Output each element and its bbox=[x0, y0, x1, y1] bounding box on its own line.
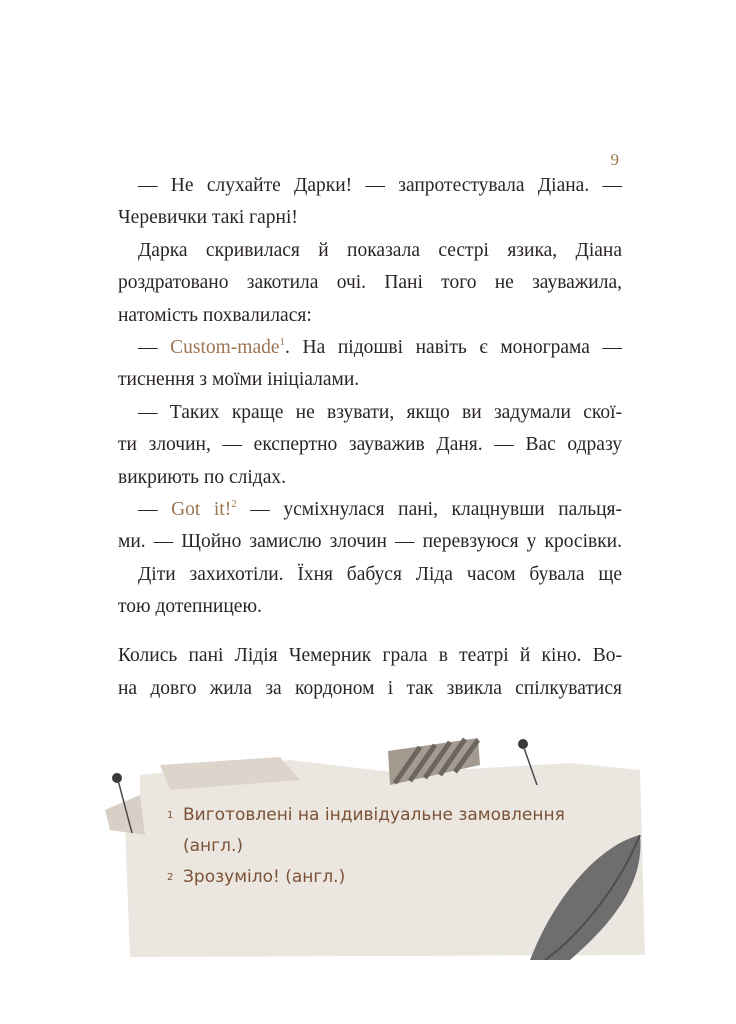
footnote-text bbox=[183, 800, 565, 862]
text-line bbox=[118, 170, 622, 202]
text-segment: — Не слухайте Дарки! — запротестувала Діана. — bbox=[138, 175, 622, 196]
text-line bbox=[118, 300, 622, 332]
text-segment: Черевички такі гарні! bbox=[118, 207, 298, 229]
text-line bbox=[118, 429, 622, 461]
text-segment: — bbox=[138, 498, 172, 520]
footnotes bbox=[167, 800, 565, 893]
text-line bbox=[118, 640, 622, 672]
footnote-marker: 2 bbox=[231, 497, 237, 510]
footnote-line: Зрозуміло! (англ.) bbox=[183, 867, 346, 887]
text-line bbox=[118, 462, 622, 494]
text-segment: ти злочин, — експертно зауважив Даня. — Вас одразу bbox=[118, 434, 622, 456]
text-line bbox=[118, 332, 622, 364]
text-segment: — усміхнулася пані, клацнувши пальця- bbox=[236, 498, 622, 520]
foreign-phrase: Custom-made bbox=[170, 336, 280, 358]
text-line bbox=[118, 202, 622, 234]
text-line bbox=[118, 591, 622, 623]
text-segment: натомість похвалилася: bbox=[118, 304, 312, 326]
text-segment: тиснення з моїми ініціалами. bbox=[118, 369, 360, 391]
footnote-line: Виготовлені на індивідуальне замовлення bbox=[183, 805, 565, 825]
text-line bbox=[118, 494, 622, 526]
foreign-phrase: Got it! bbox=[171, 498, 232, 520]
page-number: 9 bbox=[610, 150, 619, 169]
text-segment: — Таких краще не взувати, якщо ви задумали скої- bbox=[138, 401, 622, 423]
footnote-marker: 1 bbox=[279, 335, 286, 348]
footnote-line: (англ.) bbox=[183, 836, 243, 856]
footnote-number: 2 bbox=[167, 872, 174, 883]
paragraph-gap bbox=[118, 623, 622, 640]
text-line bbox=[118, 235, 622, 267]
text-segment: . На підошві навіть є монограма — bbox=[285, 336, 622, 358]
body-text bbox=[118, 170, 622, 705]
text-segment: Діти захихотіли. Їхня бабуся Ліда часом бувала ще bbox=[138, 563, 622, 585]
text-line bbox=[118, 526, 622, 558]
footnote-text bbox=[183, 862, 345, 893]
footnote bbox=[167, 862, 565, 893]
text-segment: ми. — Щойно замислю злочин — перевзуюся у кросівки. bbox=[118, 531, 622, 553]
footnote-number: 1 bbox=[167, 810, 174, 821]
text-line bbox=[118, 559, 622, 591]
text-line bbox=[118, 364, 622, 396]
text-segment: Колись пані Лідія Чемерник грала в театрі й кіно. Во- bbox=[118, 645, 622, 667]
text-segment: Дарка скривилася й показала сестрі язика, Діана bbox=[138, 239, 622, 261]
text-line bbox=[118, 397, 622, 429]
footnote bbox=[167, 800, 565, 862]
text-line bbox=[118, 267, 622, 299]
text-segment: викриють по слідах. bbox=[118, 466, 286, 488]
text-segment: на довго жила за кордоном і так звикла спілкуватися bbox=[118, 677, 622, 699]
text-segment: тою дотепницею. bbox=[118, 596, 262, 618]
text-line bbox=[118, 673, 622, 705]
text-segment: роздратовано закотила очі. Пані того не зауважила, bbox=[118, 272, 622, 294]
text-segment: — bbox=[138, 336, 171, 358]
